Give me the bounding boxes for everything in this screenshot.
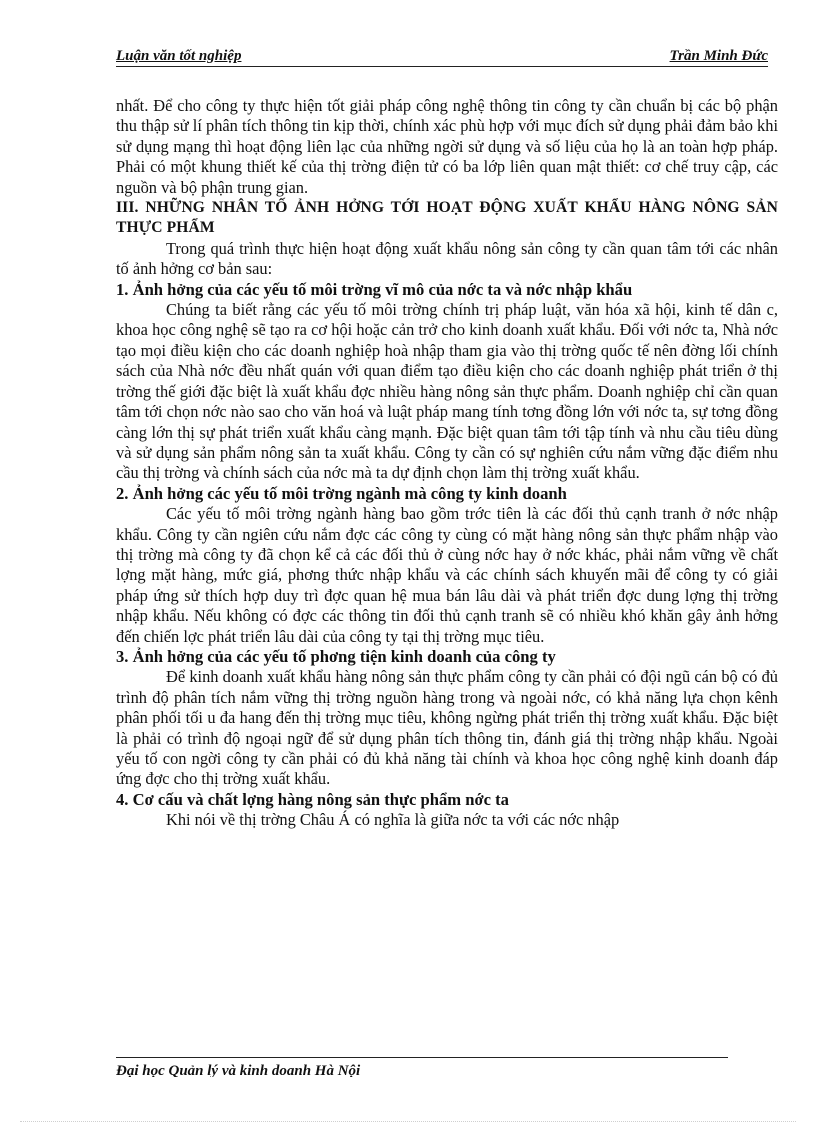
paragraph-asia-market: Khi nói về thị trờng Châu Á có nghĩa là giữa nớc ta với các nớc nhập xyxy=(166,810,620,830)
paragraph-intro: Trong quá trình thực hiện hoạt động xuất khẩu nông sản công ty cần quan tâm tới các nhân tố ảnh hởng cơ bản sau: xyxy=(116,238,778,279)
header-thesis-label: Luận văn tốt nghiệp xyxy=(116,48,242,64)
subheading-3: 3. Ảnh hởng của các yếu tố phơng tiện kinh doanh của công ty xyxy=(116,646,556,666)
section-heading-iii: III. NHỮNG NHÂN TỐ ẢNH HỞNG TỚI HOẠT ĐỘNG XUẤT KHẨU HÀNG NÔNG SẢN THỰC PHẨM xyxy=(116,199,778,237)
header-author-name: Trần Minh Đức xyxy=(669,48,768,64)
page-bottom-dotted-rule xyxy=(20,1121,796,1122)
footer-rule xyxy=(116,1057,728,1058)
paragraph-business-means: Để kinh doanh xuất khẩu hàng nông sản thực phẩm công ty cần phải có đội ngũ cán bộ có đủ trình độ phân tích nắm vững thị trờng nguồn hàng trong và ngoài nớc, có khả năng lựa chọn kênh phân phối tối u đa hang đến thị trờng mục tiêu, không ngừng phát triển thị trờng xuất khẩu. Đặc biệt là phải có trình độ ngoại ngữ để sử dụng phân tích thông tin, đánh giá thị trờng nhập khẩu. Ngoài yếu tố con ngời công ty cần phải có đủ khả năng tài chính và khoa học công nghệ kinh doanh đáp ứng đợc cho thị trờng xuất khẩu. xyxy=(116,667,778,789)
document-body xyxy=(116,96,778,831)
page-header xyxy=(116,48,768,67)
paragraph-macro-environment: Chúng ta biết rằng các yếu tố môi trờng chính trị pháp luật, văn hóa xã hội, kinh tế dân c, khoa học công nghệ sẽ tạo ra cơ hội hoặc cản trở cho kinh doanh xuất khẩu. Đối với nớc ta, Nhà nớc tạo mọi điều kiện cho các doanh nghiệp hoà nhập tham gia vào thị trờng quốc tế nên đờng lối chính sách của Nhà nớc đều nhất quán với quan điểm tạo điều kiện cho các doanh nghiệp phát triển ở thị trờng thế giới đặc biệt là xuất khẩu đợc nhiều hàng nông sản thực phẩm. Doanh nghiệp chỉ cần quan tâm tới chọn nớc nào sao cho văn hoá và luật pháp mang tính tơng đồng lớn với nớc ta, sự tơng đồng càng lớn thị sự phát triển xuất khẩu càng mạnh. Đặc biệt quan tâm tới tập tính và nhu cầu tiêu dùng và sử dụng sản phẩm nông sản ta xuất khẩu. Công ty cần có sự nghiên cứu nắm vững đặc điểm nhu cầu thị trờng và chính sách của nớc mà ta dự định chọn làm thị trờng xuất khẩu. xyxy=(116,300,778,483)
paragraph-continuation: nhất. Để cho công ty thực hiện tốt giải pháp công nghệ thông tin công ty cần chuẩn bị các bộ phận thu thập sử lí phân tích thông tin kịp thời, chính xác phù hợp với mục đích sử dụng phải đảm bảo khi sử dụng mạng thì hoạt động liên lạc của những ngời sử dụng và số liệu của họ là an toàn hợp pháp. Phải có một khung thiết kế của thị trờng điện tử có ba lớp liên quan mật thiết: cơ chế truy cập, các nguồn và bộ phận trung gian. xyxy=(116,96,778,197)
subheading-2: 2. Ảnh hởng các yếu tố môi trờng ngành mà công ty kinh doanh xyxy=(116,483,567,503)
page-footer: Đại học Quản lý và kinh doanh Hà Nội xyxy=(116,1063,361,1077)
subheading-1: 1. Ảnh hởng của các yếu tố môi trờng vĩ mô của nớc ta và nớc nhập khẩu xyxy=(116,279,633,299)
paragraph-industry-environment: Các yếu tố môi trờng ngành hàng bao gồm trớc tiên là các đối thủ cạnh tranh ở nớc nhập khẩu. Công ty cần ngiên cứu nắm đợc các công ty cùng có mặt hàng nông sản thực phẩm nhập vào thị trờng mà công ty đã chọn kể cả các đối thủ ở cùng nớc hay ở nớc khác, phải nắm vững về chất lợng mặt hàng, mức giá, phơng thức nhập khẩu và các chính sách khuyến mãi để công ty có giải pháp ứng sử thích hợp duy trì đợc quan hệ mua bán lâu dài và phát triển đợc dung lợng thị trờng nhập khẩu. Nếu không có đợc các thông tin đối thủ cạnh tranh sẽ có nhiều khó khăn gây ảnh hởng đến chiến lợc phát triển lâu dài của công ty tại thị trờng mục tiêu. xyxy=(116,504,778,646)
subheading-4: 4. Cơ cấu và chất lợng hàng nông sản thực phẩm nớc ta xyxy=(116,789,509,809)
